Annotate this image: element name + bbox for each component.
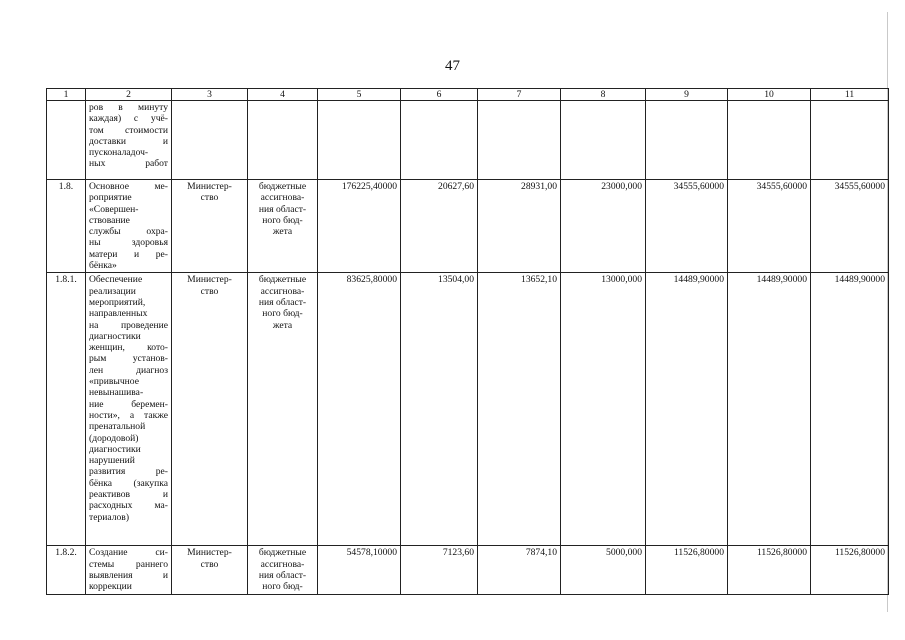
amount-cell: 11526,80000 <box>646 546 728 595</box>
amount-cell: 28931,00 <box>478 180 561 273</box>
funding-source-cell <box>248 180 318 273</box>
item-number-cell: 1.8.2. <box>47 546 86 595</box>
column-header: 10 <box>728 89 811 101</box>
page-number: 47 <box>445 58 460 74</box>
description-line: реализации <box>89 285 136 297</box>
executor-line: Министер- <box>187 181 232 192</box>
description-line: (дородовой) <box>89 432 139 444</box>
amount-cell: 34555,60000 <box>728 180 811 273</box>
measure-description-cell <box>86 101 172 180</box>
description-line: Обеспечение <box>89 274 143 286</box>
funding-source-line: жета <box>272 226 293 238</box>
description-line: пренатальной <box>89 421 146 433</box>
description-line: ние беремен- <box>89 398 168 410</box>
description-line: териалов) <box>89 511 130 523</box>
amount-cell: 176225,40000 <box>318 180 401 273</box>
item-number-cell: 1.8. <box>47 180 86 273</box>
column-header: 6 <box>401 89 478 101</box>
amount-cell: 23000,000 <box>561 180 646 273</box>
amount-cell: 11526,80000 <box>811 546 889 595</box>
amount-cell <box>561 101 646 180</box>
amount-cell <box>318 101 401 180</box>
funding-source-line: ния област- <box>258 569 307 581</box>
description-line: каждая) с учё- <box>89 113 168 125</box>
amount-cell: 7123,60 <box>401 546 478 595</box>
amount-cell: 13504,00 <box>401 273 478 546</box>
funding-source-cell <box>248 273 318 546</box>
description-line: на проведение <box>89 319 168 331</box>
amount-cell: 34555,60000 <box>811 180 889 273</box>
executor-line: ство <box>200 285 219 297</box>
description-line: лен диагноз <box>89 364 168 376</box>
column-header: 7 <box>478 89 561 101</box>
amount-cell: 13652,10 <box>478 273 561 546</box>
description-line: невынашива- <box>89 387 144 399</box>
executor-cell <box>172 546 248 595</box>
funding-source-line: ного бюд- <box>262 214 303 226</box>
table-row <box>47 546 889 595</box>
description-line: пусконаладоч- <box>89 147 149 159</box>
funding-source-line: ния област- <box>258 203 307 215</box>
amount-cell: 20627,60 <box>401 180 478 273</box>
column-header: 5 <box>318 89 401 101</box>
description-line: расходных ма- <box>89 500 168 512</box>
item-number-cell: 1.8.1. <box>47 273 86 546</box>
column-header: 9 <box>646 89 728 101</box>
funding-source-cell <box>248 101 318 180</box>
amount-cell <box>646 101 728 180</box>
column-header: 11 <box>811 89 889 101</box>
description-line: Создание си- <box>89 547 168 559</box>
funding-source-line: бюджетные <box>258 547 307 559</box>
measure-description-cell <box>86 546 172 595</box>
funding-source-line: ния област- <box>258 296 307 308</box>
description-line: доставки и <box>89 135 168 147</box>
description-line: ности», а также <box>89 409 168 421</box>
description-line: бёнка» <box>89 260 117 272</box>
amount-cell: 7874,10 <box>478 546 561 595</box>
description-line: службы охра- <box>89 226 168 238</box>
column-header: 4 <box>248 89 318 101</box>
table-row <box>47 180 889 273</box>
description-line: развития ре- <box>89 466 168 478</box>
description-line: бёнка (закупка <box>89 477 168 489</box>
description-line: мероприятий, <box>89 296 146 308</box>
amount-cell: 11526,80000 <box>728 546 811 595</box>
funding-source-line: бюджетные <box>258 274 307 286</box>
funding-source-line: ного бюд- <box>262 581 303 593</box>
amount-cell: 14489,90000 <box>728 273 811 546</box>
amount-cell <box>401 101 478 180</box>
amount-cell <box>811 101 889 180</box>
description-line: нарушений <box>89 455 135 467</box>
description-line: диагностики <box>89 443 141 455</box>
description-line: коррекции <box>89 581 132 593</box>
description-line: ны здоровья <box>89 237 168 249</box>
column-header: 8 <box>561 89 646 101</box>
amount-cell: 54578,10000 <box>318 546 401 595</box>
measure-description-cell <box>86 180 172 273</box>
item-number-cell <box>47 101 86 180</box>
description-line: ров в минуту <box>89 102 168 113</box>
funding-source-line: ного бюд- <box>262 308 303 320</box>
column-header: 1 <box>47 89 86 101</box>
funding-source-line: ассигнова- <box>260 192 305 204</box>
table-row <box>47 273 889 546</box>
description-line: Основное ме- <box>89 181 168 192</box>
description-line: реактивов и <box>89 489 168 501</box>
column-header: 2 <box>86 89 172 101</box>
executor-cell <box>172 101 248 180</box>
amount-cell: 5000,000 <box>561 546 646 595</box>
column-header: 3 <box>172 89 248 101</box>
description-line: рым установ- <box>89 353 168 365</box>
description-line: ных работ <box>89 158 168 170</box>
measure-description-cell <box>86 273 172 546</box>
amount-cell <box>478 101 561 180</box>
description-line: выявления и <box>89 569 168 581</box>
description-line: женщин, кото- <box>89 342 168 354</box>
funding-source-line: бюджетные <box>258 181 307 192</box>
column-number-header <box>47 89 889 101</box>
funding-source-line: ассигнова- <box>260 285 305 297</box>
description-line: диагностики <box>89 330 141 342</box>
funding-source-line: жета <box>272 319 293 331</box>
amount-cell: 13000,000 <box>561 273 646 546</box>
executor-line: ство <box>200 192 219 204</box>
description-line: ствование <box>89 214 130 226</box>
executor-cell <box>172 180 248 273</box>
description-line: матери и ре- <box>89 248 168 260</box>
executor-line: Министер- <box>187 274 232 286</box>
description-line: том стоимости <box>89 124 168 136</box>
amount-cell: 14489,90000 <box>646 273 728 546</box>
description-line: «Совершен- <box>89 203 139 215</box>
table-row <box>47 101 889 180</box>
amount-cell: 14489,90000 <box>811 273 889 546</box>
description-line: стемы раннего <box>89 558 168 570</box>
executor-line: ство <box>200 558 219 570</box>
amount-cell: 34555,60000 <box>646 180 728 273</box>
amount-cell <box>728 101 811 180</box>
amount-cell: 83625,80000 <box>318 273 401 546</box>
funding-source-line: ассигнова- <box>260 558 305 570</box>
funding-source-cell <box>248 546 318 595</box>
executor-cell <box>172 273 248 546</box>
executor-line: Министер- <box>187 547 232 559</box>
description-line: «привычное <box>89 376 139 388</box>
budget-table <box>46 88 889 595</box>
description-line: роприятие <box>89 192 132 204</box>
description-line: направленных <box>89 308 148 320</box>
